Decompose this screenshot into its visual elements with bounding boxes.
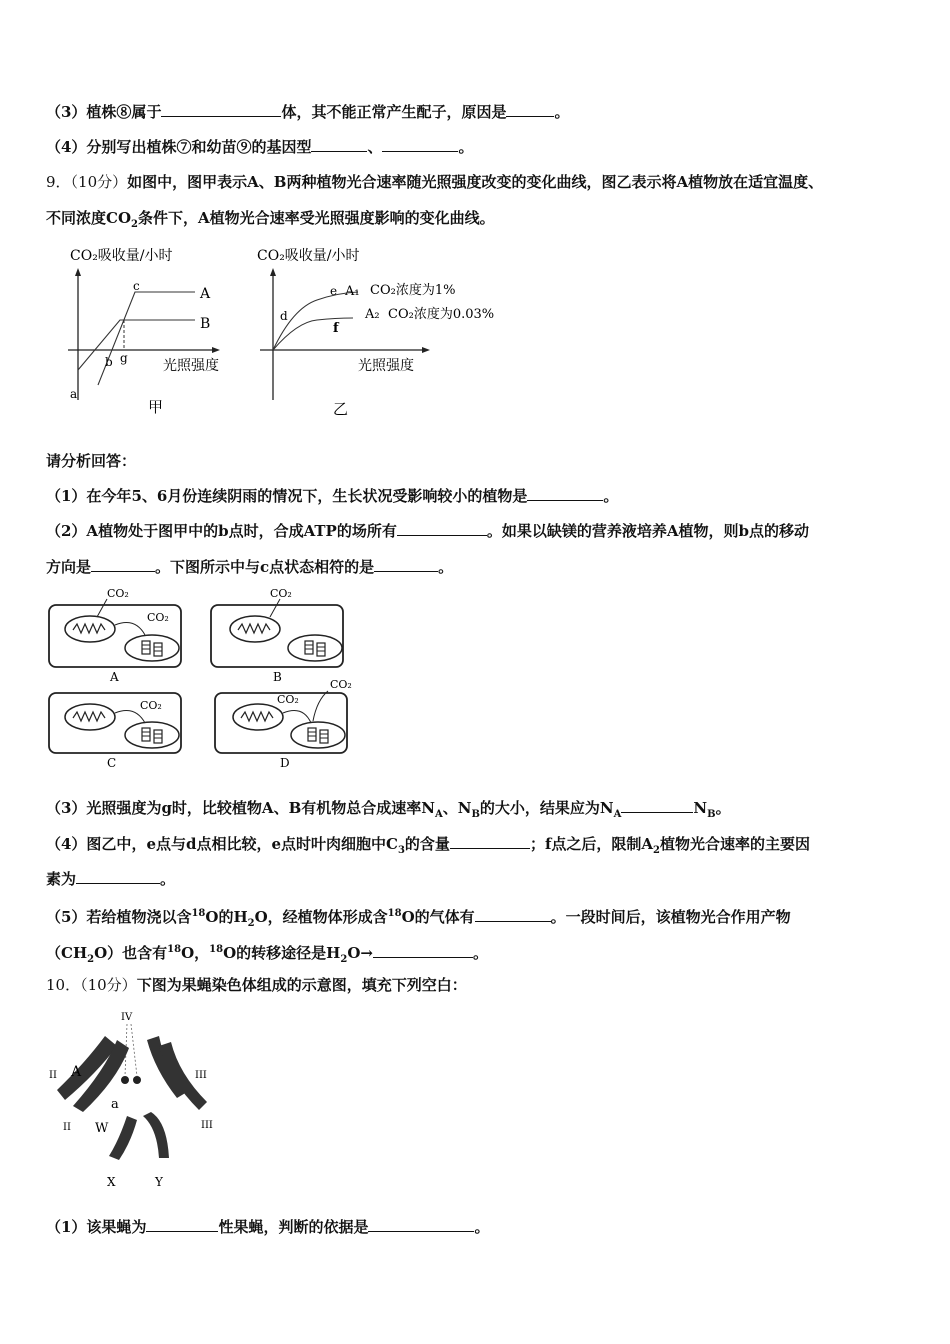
graph-yi-xlabel: 光照强度 xyxy=(358,358,414,374)
point-g: g xyxy=(120,351,128,365)
answer-blank[interactable] xyxy=(311,137,367,152)
q9-stem-line2: 不同浓度$CO_2$条件下，A植物光合速率受光照强度影响的变化曲线。 xyxy=(46,209,495,230)
chrom-label-III-top: III xyxy=(195,1070,207,1081)
gene-label-A: A xyxy=(71,1064,82,1080)
q9-part4-line2: 素为 。 xyxy=(46,870,176,888)
q9-part4-line1: （4）图乙中，e点与d点相比较，e点时叶肉细胞中$C_3$的含量 ；f点之后，限制$A_2$植物光合速率的主要因 xyxy=(46,835,811,856)
answer-blank[interactable] xyxy=(450,834,530,849)
curve-label-A: A xyxy=(200,286,211,302)
graph-jia-ylabel: CO₂吸收量/小时 xyxy=(70,248,173,264)
q10-stem: 10．（10分）下图为果蝇染色体组成的示意图，填充下列空白： xyxy=(46,976,467,994)
cell-A-co2-out: CO₂ xyxy=(107,587,129,600)
point-b: b xyxy=(105,355,113,369)
point-d: d xyxy=(280,309,288,323)
curve-label-A2: A₂ xyxy=(365,307,380,322)
curve-label-A1: A₁ xyxy=(345,284,360,299)
q9-part5-line2: $(CH_2O)$也含有$^{18}$O，$^{18}$O的转移途径是$H_2O\to$ 。 xyxy=(46,944,488,965)
gene-label-a: a xyxy=(111,1097,119,1112)
answer-blank[interactable] xyxy=(374,557,438,572)
q8-part3: （3）植株⑧属于 体，其不能正常产生配子，原因是 。 xyxy=(46,103,570,121)
cell-A-co2-in: CO₂ xyxy=(147,611,169,624)
graph-yi-caption: 乙 xyxy=(333,400,349,418)
chromosome-figure xyxy=(45,1008,235,1193)
cell-label-B: B xyxy=(273,670,282,684)
gene-label-W: W xyxy=(95,1121,109,1136)
q9-part2-line2: 方向是 。下图所示中与c点状态相符的是 。 xyxy=(46,558,454,576)
q10-part1: （1）该果蝇为 性果蝇，判断的依据是 。 xyxy=(46,1218,490,1236)
point-a: a xyxy=(70,387,78,401)
answer-blank[interactable] xyxy=(506,102,554,117)
answer-blank[interactable] xyxy=(621,798,693,813)
analyze-prompt: 请分析回答： xyxy=(46,452,137,470)
cell-D-co2-out: CO₂ xyxy=(330,678,352,691)
chrom-label-IV: IV xyxy=(121,1012,133,1023)
answer-blank[interactable] xyxy=(475,907,551,922)
chrom-label-II-top: II xyxy=(49,1070,57,1081)
q9-part1: （1）在今年5、6月份连续阴雨的情况下，生长状况受影响较小的植物是 。 xyxy=(46,487,619,505)
cell-C-co2: CO₂ xyxy=(140,699,162,712)
chrom-label-X: X xyxy=(107,1175,116,1189)
answer-blank[interactable] xyxy=(146,1217,218,1232)
chrom-label-Y: Y xyxy=(155,1175,163,1189)
graph-jia xyxy=(60,240,250,420)
point-e: e xyxy=(330,284,338,298)
answer-blank[interactable] xyxy=(161,102,281,117)
point-f: f xyxy=(333,321,339,336)
cell-B-co2: CO₂ xyxy=(270,587,292,600)
chrom-label-II-bottom: II xyxy=(63,1122,71,1133)
answer-blank[interactable] xyxy=(368,1217,474,1232)
cell-label-D: D xyxy=(280,756,290,770)
q9-part3: （3）光照强度为g时，比较植物A、B有机物总合成速率$N_A$、$N_B$的大小，结果应为$N_A$ $N_B$。 xyxy=(46,799,731,820)
curve-label-A2-conc: CO₂浓度为0.03% xyxy=(388,307,495,322)
cell-D-co2-in: CO₂ xyxy=(277,693,299,706)
q9-stem-line1: 9．（10分）如图中，图甲表示A、B两种植物光合速率随光照强度改变的变化曲线，图乙表示将A植物放在适宜温度、 xyxy=(46,173,824,191)
answer-blank[interactable] xyxy=(382,137,458,152)
answer-blank[interactable] xyxy=(527,486,603,501)
q8-part4: （4）分别写出植株⑦和幼苗⑨的基因型 、 。 xyxy=(46,138,474,156)
chrom-label-III-bottom: III xyxy=(201,1120,213,1131)
point-c: c xyxy=(133,279,140,293)
cell-label-A: A xyxy=(110,670,119,684)
graph-yi xyxy=(255,240,535,420)
answer-blank[interactable] xyxy=(76,869,160,884)
answer-blank[interactable] xyxy=(91,557,155,572)
curve-label-B: B xyxy=(200,316,211,332)
q9-part2-line1: （2）A植物处于图甲中的b点时，合成ATP的场所有 。如果以缺镁的营养液培养A植物，则b点的移动 xyxy=(46,522,809,540)
graph-yi-ylabel: CO₂吸收量/小时 xyxy=(257,248,360,264)
graph-jia-xlabel: 光照强度 xyxy=(163,358,219,374)
cell-label-C: C xyxy=(107,756,117,770)
graph-jia-caption: 甲 xyxy=(148,398,164,416)
cell-diagrams xyxy=(45,585,365,775)
answer-blank[interactable] xyxy=(397,521,487,536)
curve-label-A1-conc: CO₂浓度为1% xyxy=(370,283,456,298)
answer-blank[interactable] xyxy=(373,943,473,958)
q9-part5-line1: （5）若给植物浇以含$^{18}$O的$H_2O$，经植物体形成含$^{18}$O的气体有 。一段时间后，该植物光合作用产物 xyxy=(46,908,791,929)
